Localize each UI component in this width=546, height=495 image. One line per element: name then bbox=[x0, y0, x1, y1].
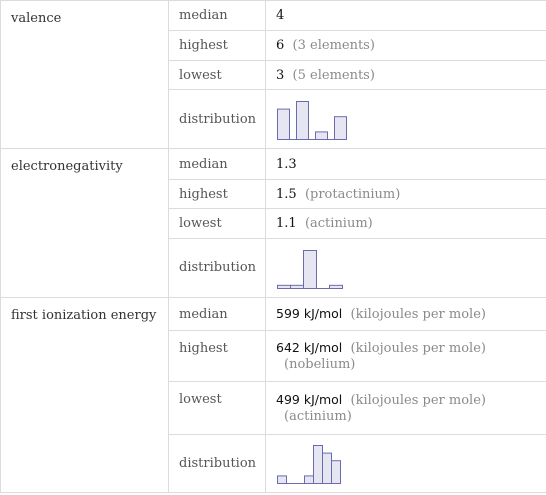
stat-note: (actinium) bbox=[304, 216, 373, 232]
stat-label: lowest bbox=[169, 60, 266, 89]
stat-note: (kilojoules per mole) bbox=[350, 393, 486, 409]
histogram-bar bbox=[297, 102, 309, 140]
stat-label: highest bbox=[169, 331, 266, 382]
stat-label: distribution bbox=[169, 90, 266, 149]
stat-value: 1.1 bbox=[276, 216, 297, 232]
stat-note-element: (actinium) bbox=[284, 409, 352, 425]
histogram-bar bbox=[305, 476, 314, 484]
stat-note: (3 elements) bbox=[292, 38, 375, 54]
stat-value: 599 kJ/mol bbox=[276, 306, 343, 322]
distribution-cell bbox=[266, 90, 546, 149]
stat-value-cell bbox=[266, 60, 546, 89]
stat-value: 4 bbox=[276, 8, 285, 24]
stat-label: median bbox=[169, 1, 266, 31]
stat-value-cell bbox=[266, 209, 546, 238]
histogram-bar bbox=[304, 250, 317, 288]
stat-value-cell bbox=[266, 331, 546, 382]
distribution-histogram bbox=[276, 246, 536, 290]
stat-value-cell bbox=[266, 149, 546, 179]
stat-value-cell bbox=[266, 297, 546, 331]
stat-value: 1.5 bbox=[276, 186, 297, 202]
property-name-valence: valence bbox=[1, 1, 169, 149]
distribution-cell bbox=[266, 238, 546, 297]
stat-label: highest bbox=[169, 179, 266, 208]
stat-label: distribution bbox=[169, 238, 266, 297]
stat-value-cell bbox=[266, 179, 546, 208]
stat-value: 1.3 bbox=[276, 156, 297, 172]
stat-value-cell bbox=[266, 1, 546, 31]
stat-value-cell bbox=[266, 31, 546, 60]
stat-value: 3 bbox=[276, 67, 285, 83]
distribution-cell bbox=[266, 434, 546, 492]
stat-value: 499 kJ/mol bbox=[276, 392, 343, 408]
distribution-histogram bbox=[276, 97, 536, 141]
stat-note: (5 elements) bbox=[292, 67, 375, 83]
histogram-bar bbox=[316, 132, 328, 140]
histogram-bar bbox=[323, 454, 332, 484]
stat-value: 642 kJ/mol bbox=[276, 340, 343, 356]
histogram-bar bbox=[314, 446, 323, 484]
stat-note: (kilojoules per mole) bbox=[350, 341, 486, 357]
histogram-bar bbox=[278, 476, 287, 484]
histogram-bar bbox=[335, 117, 347, 140]
distribution-histogram bbox=[276, 441, 536, 485]
stat-label: distribution bbox=[169, 434, 266, 492]
stat-label: median bbox=[169, 149, 266, 179]
stat-note: (kilojoules per mole) bbox=[350, 307, 486, 323]
histogram-bar bbox=[278, 109, 290, 139]
stat-note-element: (nobelium) bbox=[284, 357, 356, 373]
stat-label: median bbox=[169, 297, 266, 331]
stat-value: 6 bbox=[276, 38, 285, 54]
stat-value-cell bbox=[266, 382, 546, 435]
ionization-median-row bbox=[1, 297, 546, 331]
electronegativity-median-row bbox=[1, 149, 546, 179]
stat-label: lowest bbox=[169, 382, 266, 435]
valence-median-row bbox=[1, 1, 546, 31]
stat-label: lowest bbox=[169, 209, 266, 238]
histogram-bar bbox=[332, 461, 341, 484]
property-name-first-ionization-energy: first ionization energy bbox=[1, 297, 169, 492]
stat-note: (protactinium) bbox=[304, 186, 401, 202]
property-name-electronegativity: electronegativity bbox=[1, 149, 169, 297]
stat-label: highest bbox=[169, 31, 266, 60]
